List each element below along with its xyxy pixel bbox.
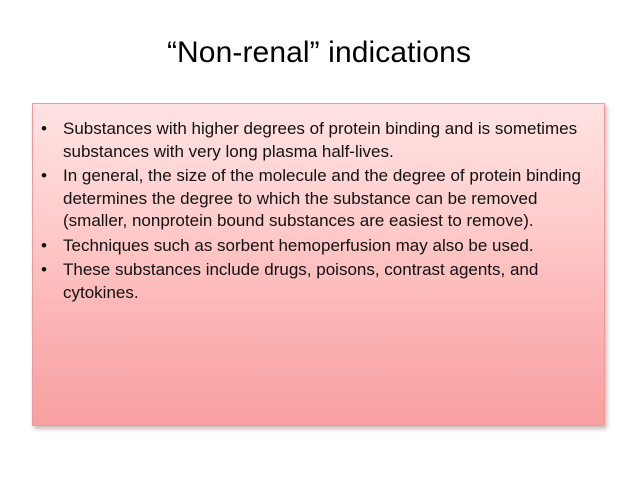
bullet-dot-icon: • — [41, 260, 47, 279]
content-box — [32, 103, 605, 426]
bullet-item — [41, 118, 594, 163]
bullet-dot-icon: • — [41, 235, 47, 255]
bullet-item — [41, 235, 594, 258]
bullet-item — [41, 259, 594, 304]
bullet-text: In general, the size of the molecule and the degree of protein binding determines the degree to which the substance can be removed (smaller, nonprotein bound substances are easiest to remove). — [63, 166, 581, 230]
bullet-dot-icon: • — [41, 119, 47, 138]
bullet-item — [41, 165, 594, 233]
bullet-text: These substances include drugs, poisons, contrast agents, and cytokines. — [63, 260, 539, 302]
bullet-list — [33, 104, 604, 304]
bullet-text: Substances with higher degrees of protein binding and is sometimes substances with very long plasma half-lives. — [63, 119, 578, 161]
slide-title: “Non-renal” indications — [166, 36, 472, 69]
bullet-dot-icon: • — [41, 166, 47, 185]
bullet-text: Techniques such as sorbent hemoperfusion may also be used. — [63, 235, 534, 255]
